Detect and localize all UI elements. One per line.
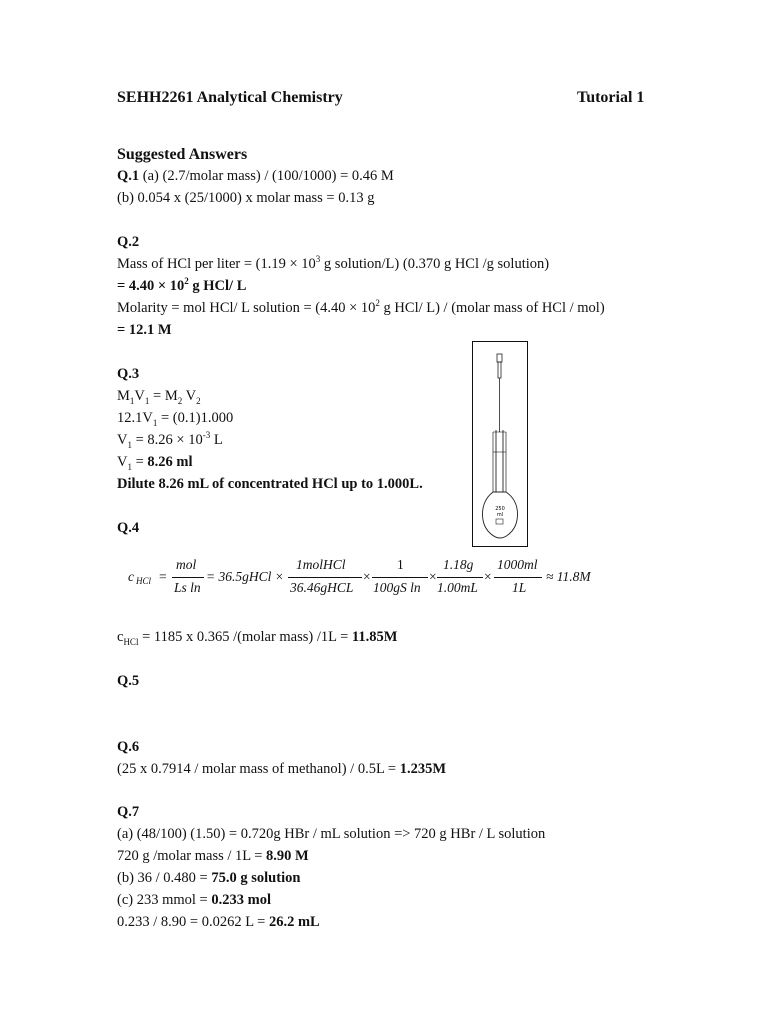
eq-result: ≈ 11.8M bbox=[546, 569, 591, 584]
q3-l4-s1: 1 bbox=[127, 461, 132, 472]
q1-line-a bbox=[117, 167, 394, 185]
eq-f3-num: 1 bbox=[397, 557, 404, 572]
q3-l3-s1: 1 bbox=[127, 439, 132, 450]
q3-line-3 bbox=[117, 431, 223, 449]
q3-l1-c: = M bbox=[149, 388, 178, 404]
q5-label: Q.5 bbox=[117, 673, 140, 689]
q3-l4-bold: 8.26 ml bbox=[147, 454, 193, 470]
eq-c: c bbox=[128, 569, 134, 584]
q2-line-2 bbox=[117, 277, 246, 295]
q2-l2-pre: = 4.40 × 10 bbox=[117, 278, 185, 294]
q4-label: Q.4 bbox=[117, 520, 140, 536]
q2-l2-post: g HCl/ L bbox=[188, 278, 247, 294]
q2-l3-pre: Molarity = mol HCl/ L solution = (4.40 × 10 bbox=[117, 300, 376, 316]
q7-line-d bbox=[117, 913, 320, 931]
eq-f2-bar bbox=[288, 577, 362, 578]
q3-l3-a: V bbox=[117, 432, 128, 448]
volumetric-flask-figure bbox=[472, 341, 528, 547]
q4-line-bold: 11.85M bbox=[351, 629, 398, 645]
q7-c-bold: 0.233 mol bbox=[211, 892, 271, 908]
q2-l3-post: g HCl/ L) / (molar mass of HCl / mol) bbox=[379, 300, 605, 316]
q2-line-4: = 12.1 M bbox=[117, 322, 172, 338]
q2-line-1 bbox=[117, 255, 549, 273]
q6-line bbox=[117, 760, 446, 778]
q3-l1-s4: 2 bbox=[196, 395, 201, 406]
section-title: Suggested Answers bbox=[117, 146, 248, 163]
q3-l1-s2: 1 bbox=[144, 395, 150, 406]
q7-b-pre: (b) 36 / 0.480 = bbox=[117, 870, 212, 886]
q4-line-mid: = 1185 x 0.365 /(molar mass) /1L = bbox=[138, 629, 352, 645]
eq-f5-num: 1000ml bbox=[497, 557, 538, 572]
eq-f2-den: 36.46gHCL bbox=[290, 580, 354, 595]
eq-f4-num: 1.18g bbox=[443, 557, 474, 572]
q7-line-c bbox=[117, 891, 271, 909]
q3-line-5: Dilute 8.26 mL of concentrated HCl up to 1.000L. bbox=[117, 476, 423, 492]
q3-l1-s1: 1 bbox=[129, 395, 135, 406]
q3-line-2 bbox=[117, 409, 233, 427]
eq-f2-num: 1molHCl bbox=[296, 557, 346, 572]
q7-a2-bold: 8.90 M bbox=[266, 848, 309, 864]
eq-x3: × bbox=[484, 569, 492, 584]
q4-line-sub: HCl bbox=[123, 636, 139, 647]
q6-line-pre: (25 x 0.7914 / molar mass of methanol) / 0.5L = bbox=[117, 761, 400, 777]
q7-line-a: (a) (48/100) (1.50) = 0.720g HBr / mL solution => 720 g HBr / L solution bbox=[117, 826, 546, 842]
q7-line-a2 bbox=[117, 847, 309, 865]
q1-a-text: (a) (2.7/molar mass) / (100/1000) = 0.46 M bbox=[139, 168, 394, 184]
eq-f1-den: Ls ln bbox=[174, 580, 201, 595]
eq-f5-bar bbox=[494, 577, 542, 578]
q4-equation bbox=[128, 556, 608, 600]
eq-f1-num: mol bbox=[176, 557, 197, 572]
q3-l1-s3: 2 bbox=[177, 395, 183, 406]
q2-l1-post: g solution/L) (0.370 g HCl /g solution) bbox=[320, 256, 550, 272]
q4-line bbox=[117, 628, 397, 646]
eq-t2: = 36.5gHCl × bbox=[206, 569, 284, 584]
q2-line-3 bbox=[117, 299, 605, 317]
eq-f5-den: 1L bbox=[512, 580, 527, 595]
q1-line-b: (b) 0.054 x (25/1000) x molar mass = 0.13 g bbox=[117, 190, 375, 206]
eq-f4-bar bbox=[437, 577, 483, 578]
q2-l1-sup: 3 bbox=[315, 254, 321, 265]
q3-l2-b: = (0.1)1.000 bbox=[157, 410, 234, 426]
q2-l2-sup: 2 bbox=[184, 276, 189, 287]
q7-line-b bbox=[117, 869, 300, 887]
q3-l4-b: = bbox=[131, 454, 148, 470]
q3-l2-a: 12.1V bbox=[117, 410, 153, 426]
eq-x2: × bbox=[429, 569, 437, 584]
flask-label-ml: ml bbox=[496, 512, 504, 518]
eq-f1-bar bbox=[172, 577, 204, 578]
q1-label: Q.1 bbox=[117, 168, 140, 184]
q2-label: Q.2 bbox=[117, 234, 140, 250]
eq-equals: = bbox=[159, 569, 167, 584]
course-title: SEHH2261 Analytical Chemistry bbox=[117, 89, 343, 106]
volumetric-flask-icon bbox=[473, 342, 527, 546]
q3-l1-a: M bbox=[117, 388, 130, 404]
q7-d-pre: 0.233 / 8.90 = 0.0262 L = bbox=[117, 914, 269, 930]
flask-label-250: 250 bbox=[495, 506, 505, 512]
q3-l3-c: L bbox=[210, 432, 223, 448]
q2-l1-pre: Mass of HCl per liter = (1.19 × 10 bbox=[117, 256, 316, 272]
tutorial-label: Tutorial 1 bbox=[577, 89, 645, 106]
q3-l2-s1: 1 bbox=[152, 417, 158, 428]
q7-d-bold: 26.2 mL bbox=[268, 914, 320, 930]
q4-line-pre: c bbox=[117, 629, 124, 645]
q6-line-bold: 1.235M bbox=[399, 761, 447, 777]
eq-f4-den: 1.00mL bbox=[437, 580, 478, 595]
q3-line-1 bbox=[117, 387, 201, 405]
q2-l3-sup: 2 bbox=[375, 298, 380, 309]
eq-f3-bar bbox=[372, 577, 428, 578]
q7-a2-pre: 720 g /molar mass / 1L = bbox=[117, 848, 267, 864]
q6-label: Q.6 bbox=[117, 739, 140, 755]
eq-c-sub: HCl bbox=[136, 576, 152, 586]
q7-c-pre: (c) 233 mmol = bbox=[117, 892, 212, 908]
q3-l4-a: V bbox=[117, 454, 128, 470]
q7-label: Q.7 bbox=[117, 804, 140, 820]
q7-b-bold: 75.0 g solution bbox=[211, 870, 301, 886]
q3-l1-d: V bbox=[182, 388, 197, 404]
eq-x1: × bbox=[363, 569, 371, 584]
q3-label: Q.3 bbox=[117, 366, 140, 382]
eq-f3-den: 100gS ln bbox=[373, 580, 421, 595]
q3-l3-sup: -3 bbox=[202, 430, 211, 441]
q3-l1-b: V bbox=[134, 388, 145, 404]
q3-line-4 bbox=[117, 453, 193, 471]
q3-l3-b: = 8.26 × 10 bbox=[131, 432, 203, 448]
